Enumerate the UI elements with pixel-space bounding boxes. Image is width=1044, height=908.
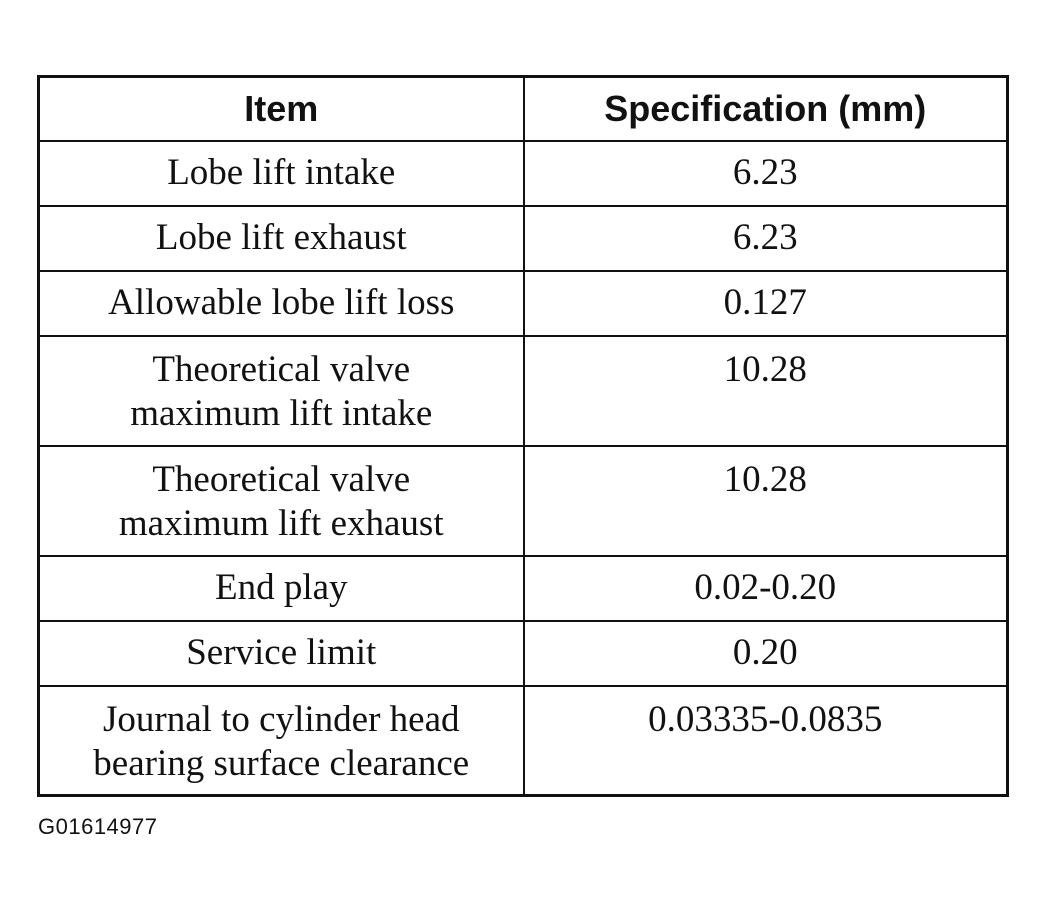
spec-cell: 0.20 (524, 621, 1008, 686)
header-row (39, 77, 1008, 141)
table-row (39, 686, 1008, 796)
header-specification: Specification (mm) (524, 77, 1008, 141)
figure-id: G01614977 (38, 814, 158, 839)
table-row (39, 446, 1008, 556)
item-cell: End play (39, 556, 524, 621)
table-row (39, 206, 1008, 271)
header-item: Item (39, 77, 524, 141)
spec-cell: 10.28 (524, 446, 1008, 556)
table-row (39, 336, 1008, 446)
item-cell: Lobe lift exhaust (39, 206, 524, 271)
item-cell: Allowable lobe lift loss (39, 271, 524, 336)
specification-table (37, 75, 1009, 797)
table-row (39, 556, 1008, 621)
spec-cell: 6.23 (524, 141, 1008, 206)
item-cell: Service limit (39, 621, 524, 686)
spec-cell: 10.28 (524, 336, 1008, 446)
item-cell: Theoretical valve maximum lift exhaust (39, 446, 524, 556)
table-row (39, 621, 1008, 686)
table-row (39, 141, 1008, 206)
item-cell: Lobe lift intake (39, 141, 524, 206)
spec-cell: 6.23 (524, 206, 1008, 271)
spec-cell: 0.02-0.20 (524, 556, 1008, 621)
table-row (39, 271, 1008, 336)
spec-cell: 0.03335-0.0835 (524, 686, 1008, 796)
item-cell: Theoretical valve maximum lift intake (39, 336, 524, 446)
item-cell: Journal to cylinder head bearing surface clearance (39, 686, 524, 796)
spec-cell: 0.127 (524, 271, 1008, 336)
